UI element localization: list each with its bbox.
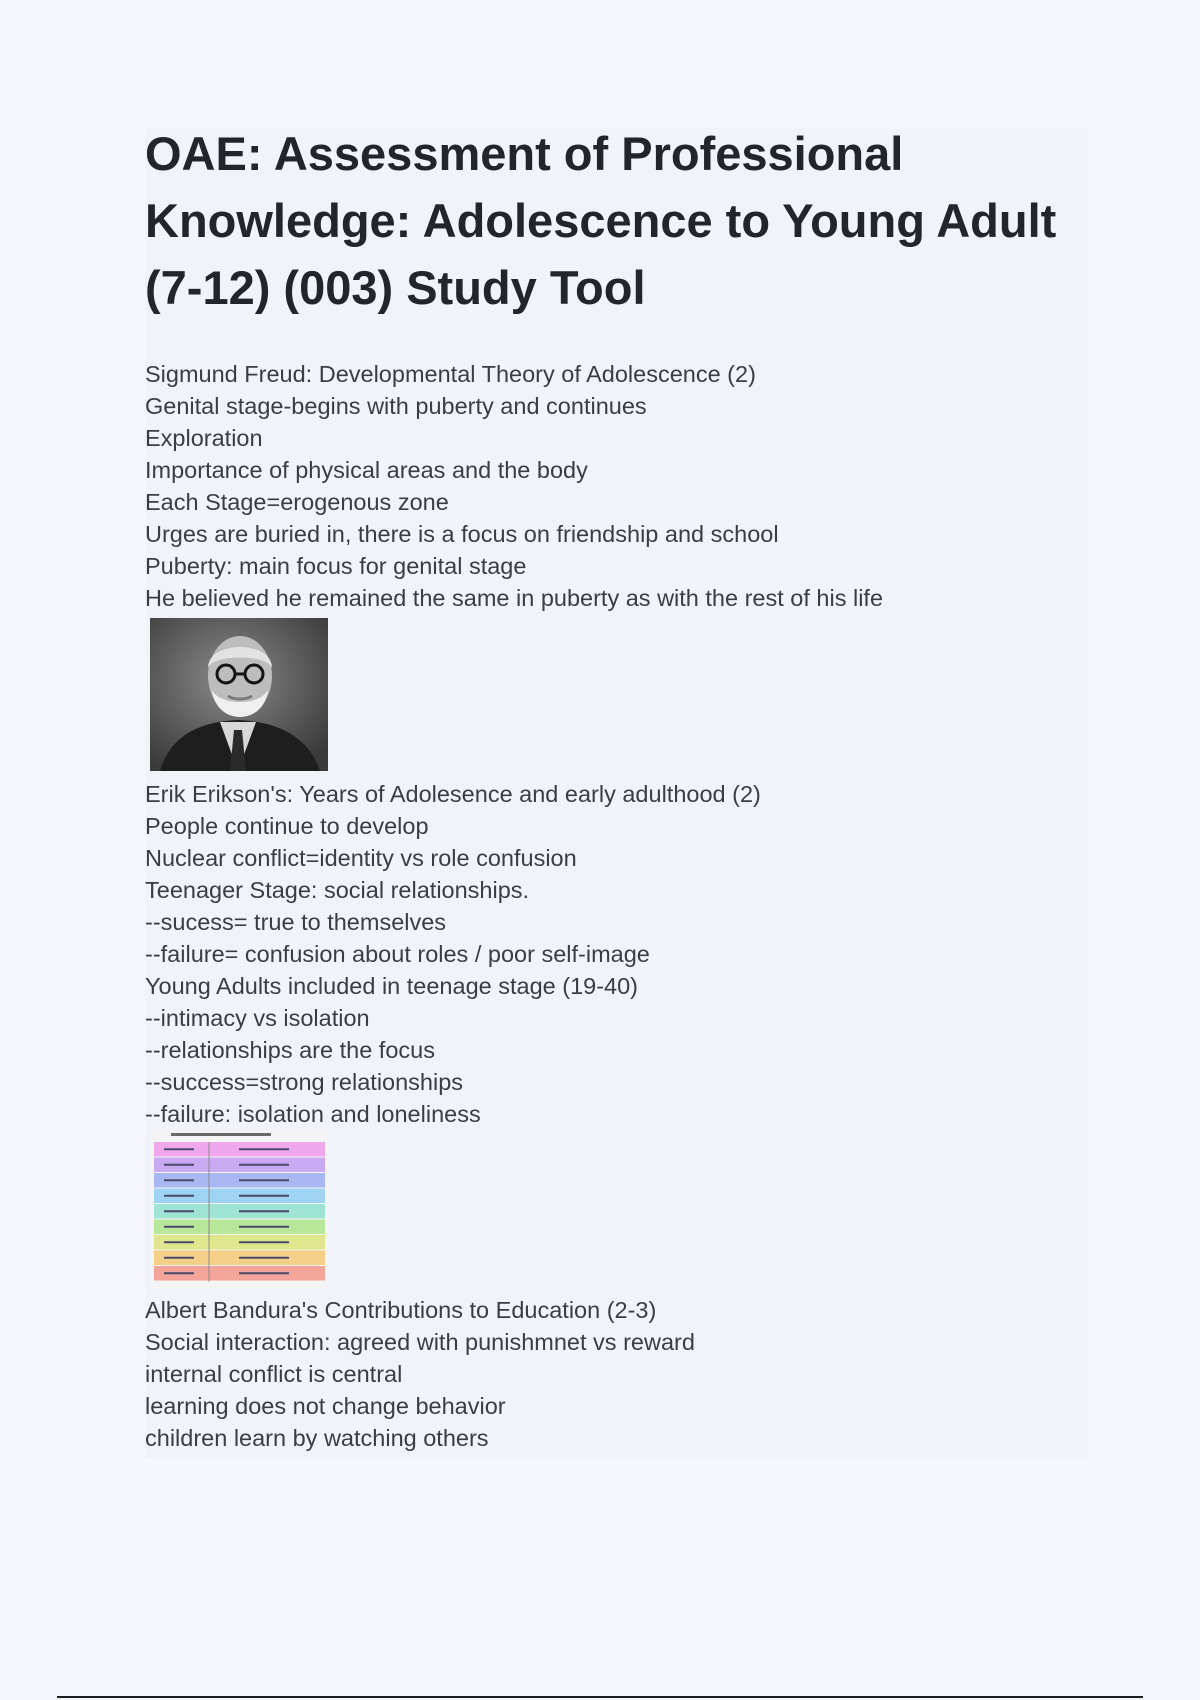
stage-row-age-text <box>164 1226 194 1228</box>
stage-row-crisis-text <box>239 1164 289 1166</box>
stage-row-crisis-text <box>239 1195 289 1197</box>
freud-line: Importance of physical areas and the body <box>145 457 588 483</box>
erikson-line: --intimacy vs isolation <box>145 1005 370 1031</box>
stage-row-age-text <box>164 1164 194 1166</box>
freud-line: Exploration <box>145 425 263 451</box>
freud-line: Each Stage=erogenous zone <box>145 489 449 515</box>
erikson-line: People continue to develop <box>145 813 429 839</box>
stage-row-age-text <box>164 1210 194 1212</box>
bandura-line: learning does not change behavior <box>145 1393 506 1419</box>
page-title: OAE: Assessment of Professional Knowledge: Adolescence to Young Adult (7-12) (003) Study Tool <box>145 127 1057 314</box>
freud-heading: Sigmund Freud: Developmental Theory of Adolescence (2) <box>145 361 756 387</box>
erikson-line: Teenager Stage: social relationships. <box>145 877 530 903</box>
stage-row-crisis-text <box>239 1257 289 1259</box>
stage-row-crisis-text <box>239 1179 289 1181</box>
footer-divider <box>57 1696 1143 1698</box>
portrait-photo-icon <box>150 618 328 771</box>
erikson-line: --relationships are the focus <box>145 1037 435 1063</box>
stage-row-crisis-text <box>239 1226 289 1228</box>
freud-line: Genital stage-begins with puberty and continues <box>145 393 647 419</box>
stage-row-crisis-text <box>239 1210 289 1212</box>
stage-row-age-text <box>164 1179 194 1181</box>
stage-row-crisis-text <box>239 1241 289 1243</box>
erikson-line: Young Adults included in teenage stage (19-40) <box>145 973 639 999</box>
stage-row-age-text <box>164 1257 194 1259</box>
bandura-line: internal conflict is central <box>145 1361 403 1387</box>
erikson-line: --success=strong relationships <box>145 1069 464 1095</box>
freud-line: Urges are buried in, there is a focus on friendship and school <box>145 521 779 547</box>
stages-table-image-icon <box>151 1130 328 1288</box>
freud-line: He believed he remained the same in puberty as with the rest of his life <box>145 585 884 611</box>
stage-row-crisis-text <box>239 1272 289 1274</box>
bandura-line: children learn by watching others <box>145 1425 489 1451</box>
erikson-line: --sucess= true to themselves <box>145 909 447 935</box>
freud-section <box>145 358 1075 614</box>
stage-row-age-text <box>164 1195 194 1197</box>
stage-row-crisis-text <box>239 1148 289 1150</box>
freud-line: Puberty: main focus for genital stage <box>145 553 527 579</box>
erikson-line: --failure= confusion about roles / poor self-image <box>145 941 650 967</box>
erikson-line: Nuclear conflict=identity vs role confusion <box>145 845 577 871</box>
erikson-section <box>145 778 1075 1130</box>
stage-row-age-text <box>164 1272 194 1274</box>
erikson-line: --failure: isolation and loneliness <box>145 1101 481 1127</box>
stage-row-age-text <box>164 1148 194 1150</box>
bandura-line: Social interaction: agreed with punishmnet vs reward <box>145 1329 695 1355</box>
stage-row-age-text <box>164 1241 194 1243</box>
bandura-heading: Albert Bandura's Contributions to Education (2-3) <box>145 1297 657 1323</box>
bandura-section <box>145 1294 1075 1454</box>
erikson-heading: Erik Erikson's: Years of Adolesence and early adulthood (2) <box>145 781 761 807</box>
